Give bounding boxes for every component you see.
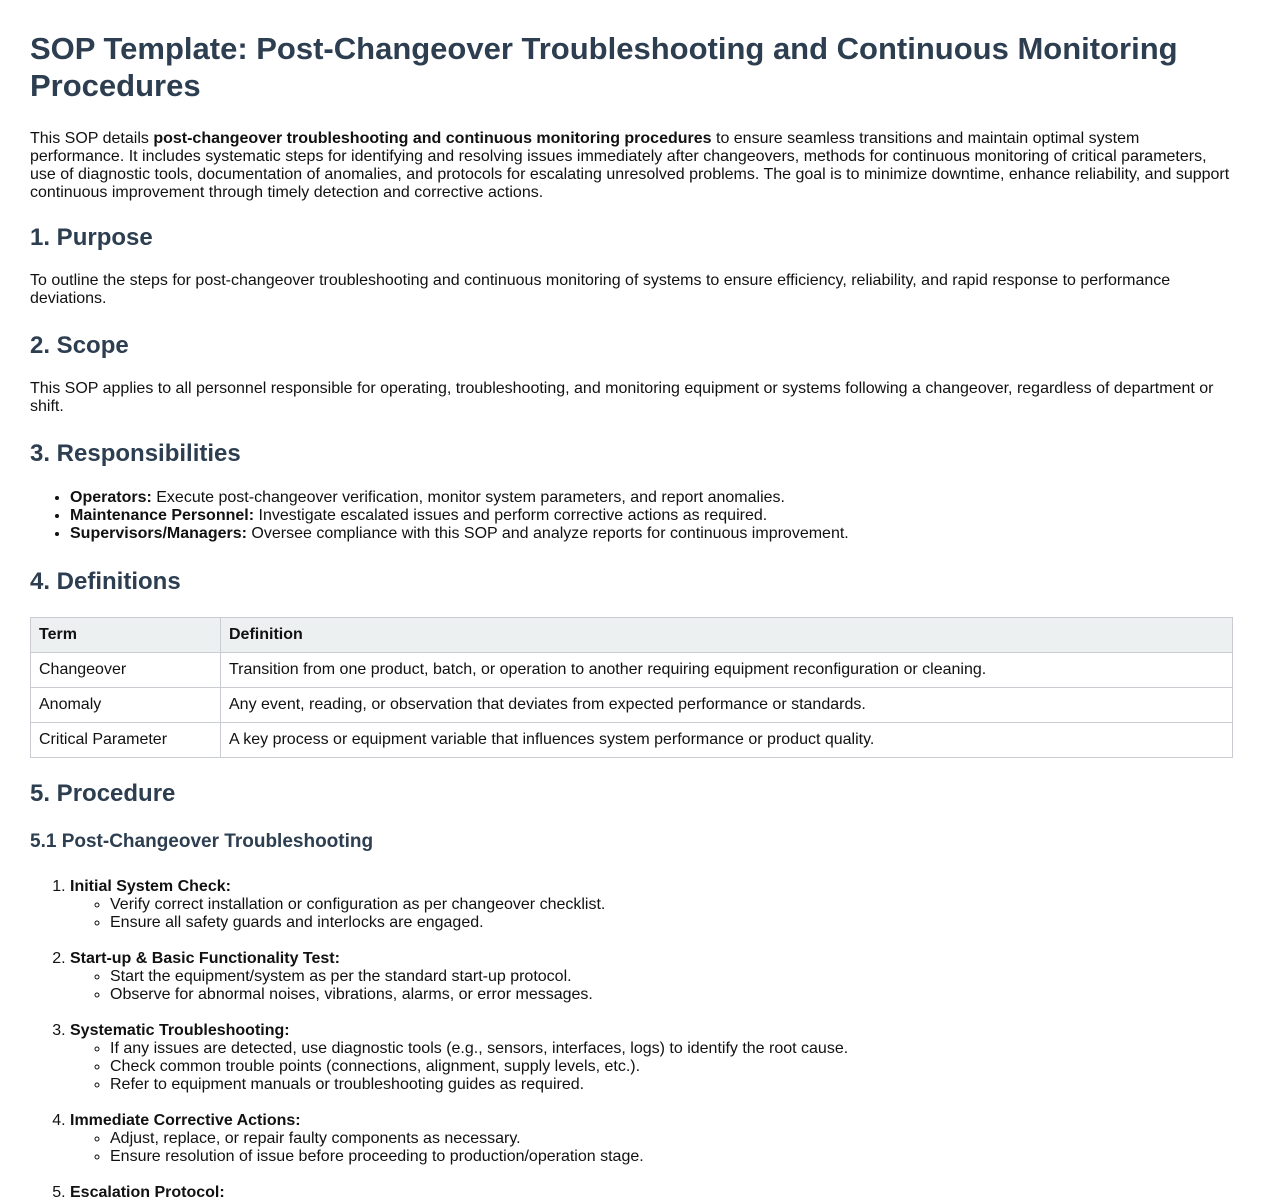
role-label: Operators: [70, 489, 152, 506]
responsibilities-heading: 3. Responsibilities [30, 440, 241, 467]
intro-paragraph [30, 130, 1233, 202]
term-cell: Anomaly [31, 688, 221, 723]
list-item: ◦ Observe for abnormal noises, vibrations, alarms, or error messages. [110, 986, 1233, 1004]
table-header-row [31, 618, 1233, 653]
role-text: Investigate escalated issues and perform corrective actions as required. [254, 507, 768, 524]
step-label: Systematic Troubleshooting: [70, 1022, 290, 1039]
procedure-step [70, 878, 1233, 932]
step-substeps [70, 1040, 1233, 1094]
step-label: Escalation Protocol: [70, 1184, 225, 1201]
role-text: Execute post-changeover verification, monitor system parameters, and report anomalies. [151, 489, 785, 506]
list-item [70, 507, 1233, 525]
definitions-heading: 4. Definitions [30, 568, 181, 595]
step-substeps [70, 1130, 1233, 1166]
definition-cell: Transition from one product, batch, or operation to another requiring equipment reconfiguration or cleaning. [221, 653, 1233, 688]
list-item: ◦ Ensure all safety guards and interlocks are engaged. [110, 914, 1233, 932]
scope-text: This SOP applies to all personnel responsible for operating, troubleshooting, and monitoring equipment or systems following a changeover, regardless of department or shift. [30, 380, 1214, 415]
table-row [31, 688, 1233, 723]
procedure-step [70, 1112, 1233, 1166]
responsibilities-list [30, 489, 1233, 543]
term-cell: Changeover [31, 653, 221, 688]
list-item: ◦ If any issues are detected, use diagnostic tools (e.g., sensors, interfaces, logs) to identify the root cause. [110, 1040, 1233, 1058]
definition-cell: A key process or equipment variable that influences system performance or product quality. [221, 723, 1233, 758]
scope-heading: 2. Scope [30, 332, 129, 359]
purpose-text: To outline the steps for post-changeover troubleshooting and continuous monitoring of systems to ensure efficiency, reliability, and rapid response to performance deviations. [30, 272, 1171, 307]
role-text: Oversee compliance with this SOP and analyze reports for continuous improvement. [246, 525, 849, 542]
list-item: ◦ Start the equipment/system as per the standard start-up protocol. [110, 968, 1233, 986]
procedure-step [70, 1022, 1233, 1094]
procedure-step [70, 950, 1233, 1004]
intro-text-end: to ensure seamless transitions and maintain optimal system performance. It includes systematic steps for identifying and resolving issues immediately after changeovers, methods for continuous monitoring of critical parameters, use of diagnostic tools, documentation of anomalies, and protocols for escalating unresolved problems. The goal is to minimize downtime, enhance reliability, and support continuous improvement through timely detection and corrective actions. [30, 130, 1230, 201]
intro-text-bold: post-changeover troubleshooting and continuous monitoring procedures [153, 130, 712, 147]
list-item: ◦ Adjust, replace, or repair faulty components as necessary. [110, 1130, 1233, 1148]
list-item: ◦ Check common trouble points (connections, alignment, supply levels, etc.). [110, 1058, 1233, 1076]
table-row [31, 653, 1233, 688]
role-label: Supervisors/Managers: [70, 525, 247, 542]
step-label: Initial System Check: [70, 878, 231, 895]
step-substeps [70, 968, 1233, 1004]
procedure-step [70, 1184, 1233, 1202]
troubleshooting-subheading: 5.1 Post-Changeover Troubleshooting [30, 831, 374, 852]
purpose-heading: 1. Purpose [30, 224, 153, 251]
step-label: Start-up & Basic Functionality Test: [70, 950, 340, 967]
list-item: ◦ Refer to equipment manuals or troubleshooting guides as required. [110, 1076, 1233, 1094]
intro-text-start: This SOP details [30, 130, 154, 147]
definition-cell: Any event, reading, or observation that deviates from expected performance or standards. [221, 688, 1233, 723]
step-substeps [70, 896, 1233, 932]
table-row [31, 723, 1233, 758]
term-cell: Critical Parameter [31, 723, 221, 758]
list-item: ◦ Verify correct installation or configuration as per changeover checklist. [110, 896, 1233, 914]
column-header-definition: Definition [221, 618, 1233, 653]
list-item [70, 489, 1233, 507]
definitions-table [30, 617, 1233, 758]
procedure-heading: 5. Procedure [30, 780, 176, 807]
page-title: SOP Template: Post-Changeover Troubleshooting and Continuous Monitoring Procedures [30, 31, 1178, 103]
step-label: Immediate Corrective Actions: [70, 1112, 301, 1129]
column-header-term: Term [31, 618, 221, 653]
list-item [70, 525, 1233, 543]
role-label: Maintenance Personnel: [70, 507, 255, 524]
procedure-steps-list [30, 878, 1233, 1202]
list-item: ◦ Ensure resolution of issue before proceeding to production/operation stage. [110, 1148, 1233, 1166]
